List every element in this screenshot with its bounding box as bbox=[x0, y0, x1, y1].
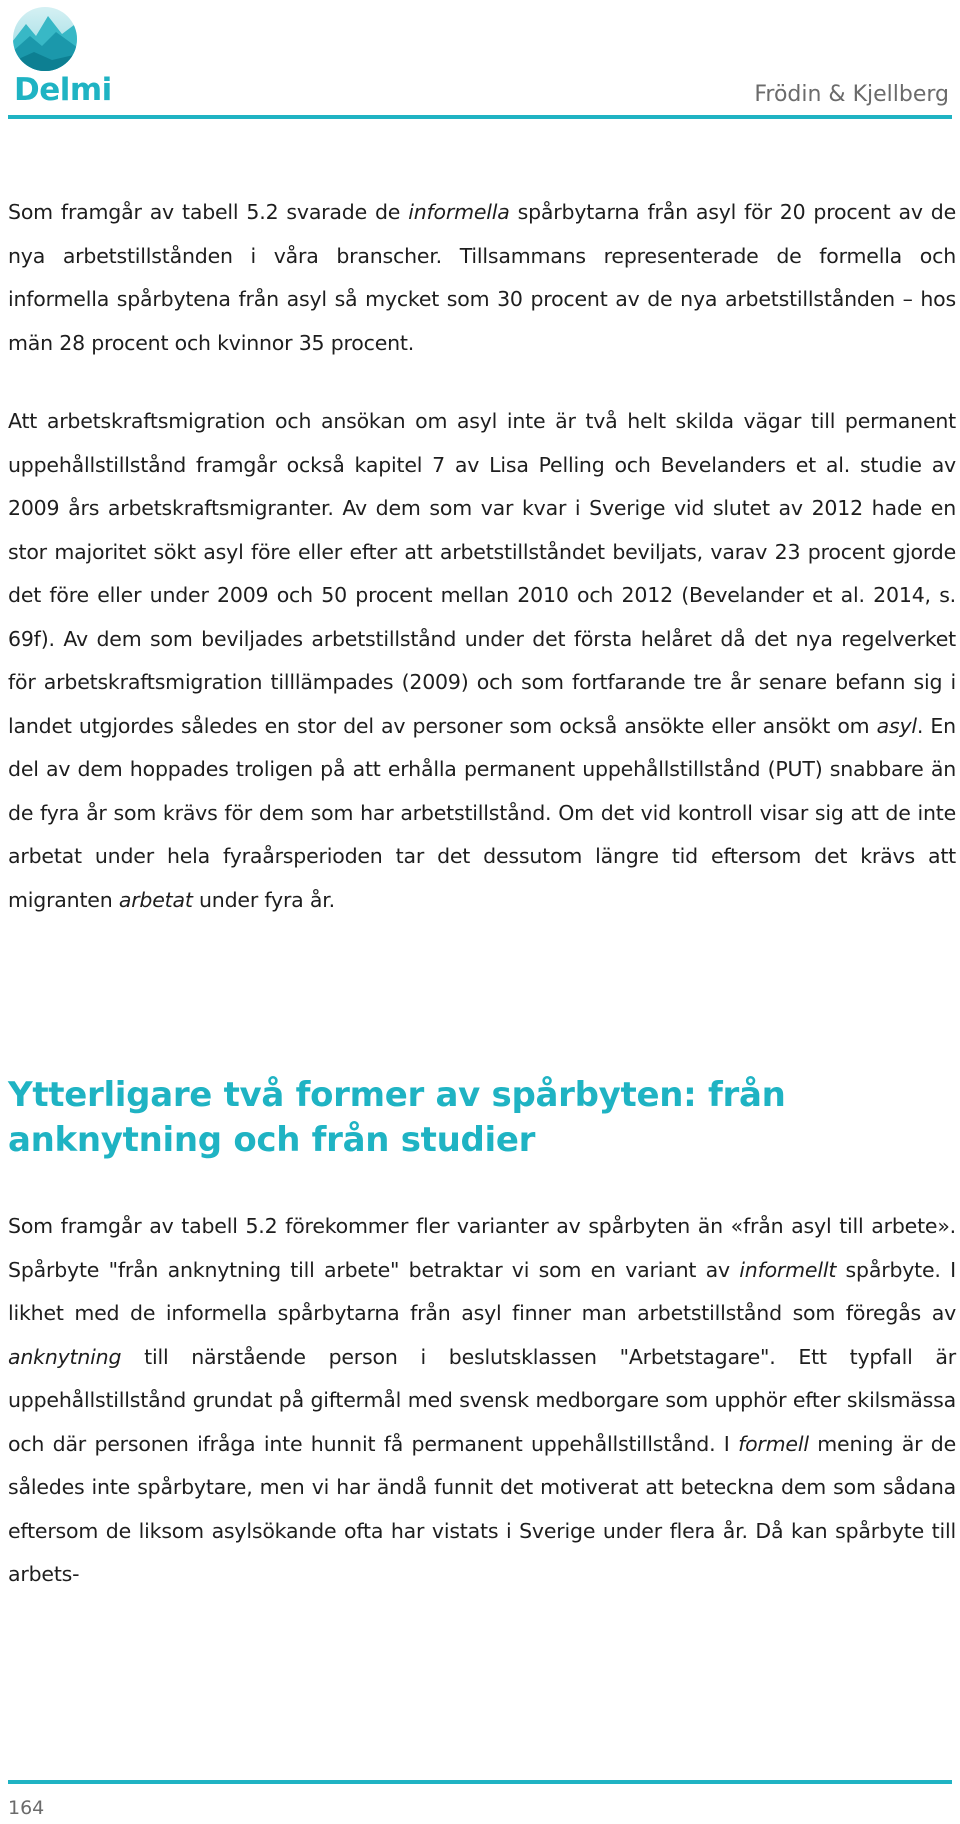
delmi-logo bbox=[12, 6, 112, 110]
body-paragraph-2: Att arbetskraftsmigration och ansökan om asyl inte är två helt skilda vägar till permanent uppehållstillstånd framgår också kapitel 7 av Lisa Pelling och Bevelanders et al. studie av 2009 års arbetskraftsmigranter. Av dem som var kvar i Sverige vid slutet av 2012 hade en stor majoritet sökt asyl före eller efter att arbetstillståndet beviljats, varav 23 procent gjorde det före eller under 2009 och 50 procent mellan 2010 och 2012 (Bevelander et al. 2014, s. 69f). Av dem som beviljades arbetstillstånd under det första helåret då det nya regelverket för arbetskraftsmigration tilllämpades (2009) och som fortfarande tre år senare befann sig i landet utgjordes således en stor del av personer som också ansökte eller ansökt om asyl. En del av dem hoppades troligen på att erhålla permanent uppehållstillstånd (PUT) snabbare än de fyra år som krävs för dem som har arbetstillstånd. Om det vid kontroll visar sig att de inte arbetat under hela fyraårsperioden tar det dessutom längre tid eftersom det krävs att migranten arbetat under fyra år. bbox=[8, 409, 956, 912]
delmi-logo-mark-icon bbox=[12, 6, 78, 72]
logo-text: Delmi bbox=[14, 72, 112, 108]
page-number: 164 bbox=[8, 1797, 45, 1819]
footer-rule bbox=[8, 1780, 952, 1784]
section-heading: Ytterligare två former av spårbyten: från anknytning och från studier bbox=[8, 1075, 786, 1160]
running-header-authors: Frödin & Kjellberg bbox=[754, 82, 949, 107]
body-paragraph-1: Som framgår av tabell 5.2 svarade de informella spårbytarna från asyl för 20 procent av de nya arbetstillstånden i våra branscher. Tillsammans representerade de formella och informella spårbytena från asyl så mycket som 30 procent av de nya arbetstillstånden – hos män 28 procent och kvinnor 35 procent. bbox=[8, 200, 956, 355]
header-rule bbox=[8, 115, 952, 119]
body-paragraph-3: Som framgår av tabell 5.2 förekommer fler varianter av spårbyten än «från asyl till arbete». Spårbyte "från anknytning till arbete" betraktar vi som en variant av informellt spårbyte. I likhet med de informella spårbytarna från asyl finner man arbetstillstånd som föregås av anknytning till närstående person i beslutsklassen "Arbetstagare". Ett typfall är uppehållstillstånd grundat på giftermål med svensk medborgare som upphör efter skilsmässa och där personen ifråga inte hunnit få permanent uppehållstillstånd. I formell mening är de således inte spårbytare, men vi har ändå funnit det motiverat att beteckna dem som sådana eftersom de liksom asylsökande ofta har vistats i Sverige under flera år. Då kan spårbyte till arbets- bbox=[8, 1214, 956, 1586]
